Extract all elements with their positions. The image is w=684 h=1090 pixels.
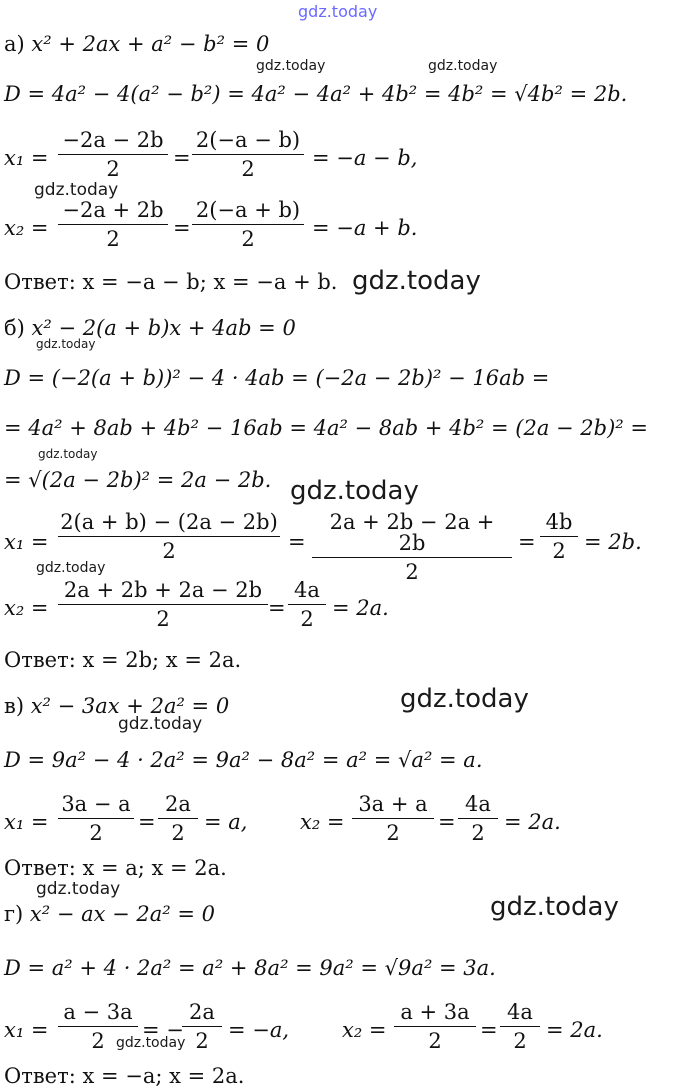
part-v-equation xyxy=(4,696,229,717)
equals-sign: = xyxy=(438,810,456,834)
denominator: 2 xyxy=(241,227,255,251)
watermark: gdz.today xyxy=(490,892,619,922)
denominator: 2 xyxy=(171,821,185,845)
part-g-x1-fraction-2 xyxy=(182,1002,222,1052)
numerator: 4b xyxy=(540,512,578,537)
part-a-x2-result: = −a + b. xyxy=(312,216,418,240)
part-v-x1-lhs: x₁ = xyxy=(4,810,49,834)
part-b-x1-fraction-2 xyxy=(312,512,512,583)
part-a-x1-fraction-1 xyxy=(58,130,168,180)
numerator: 2a xyxy=(158,794,198,819)
part-a-x2-fraction-1 xyxy=(58,200,168,250)
numerator: 3a − a xyxy=(58,794,134,819)
equals-sign: = xyxy=(480,1018,498,1042)
denominator: 2 xyxy=(300,607,314,631)
part-a-equation xyxy=(4,34,269,55)
denominator: 2 xyxy=(405,560,419,584)
numerator: 2(−a − b) xyxy=(192,130,304,155)
part-b-discriminant-3: = √(2a − 2b)² = 2a − 2b. xyxy=(4,468,272,492)
part-a-x2-lhs: x₂ = xyxy=(4,216,49,240)
part-v-x1-result: = a, xyxy=(204,810,248,834)
equation: x² − 3ax + 2a² = 0 xyxy=(30,694,230,718)
denominator: 2 xyxy=(241,157,255,181)
watermark: gdz.today xyxy=(290,476,419,506)
numerator: a + 3a xyxy=(394,1002,476,1027)
part-a-x1-lhs: x₁ = xyxy=(4,146,49,170)
part-a-label: а) xyxy=(4,32,25,56)
watermark: gdz.today xyxy=(116,1035,186,1051)
equals-sign: = xyxy=(173,216,191,240)
part-v-x2-fraction-1 xyxy=(352,794,434,844)
equation: x² + 2ax + a² − b² = 0 xyxy=(31,32,270,56)
denominator: 2 xyxy=(195,1029,209,1053)
part-a-discriminant: D = 4a² − 4(a² − b²) = 4a² − 4a² + 4b² = 4b² = √4b² = 2b. xyxy=(4,82,628,106)
numerator: −2a + 2b xyxy=(58,200,168,225)
denominator: 2 xyxy=(91,1029,105,1053)
part-g-discriminant: D = a² + 4 · 2a² = a² + 8a² = 9a² = √9a² = 3a. xyxy=(4,956,496,980)
part-a-x2-fraction-2 xyxy=(192,200,304,250)
part-b-discriminant-1: D = (−2(a + b))² − 4 · 4ab = (−2a − 2b)² − 16ab = xyxy=(4,366,550,390)
denominator: 2 xyxy=(106,227,120,251)
watermark: gdz.today xyxy=(428,58,498,74)
part-g-x1-fraction-1 xyxy=(58,1002,138,1052)
numerator: 4a xyxy=(288,580,326,605)
numerator: 4a xyxy=(458,794,498,819)
numerator: 3a + a xyxy=(352,794,434,819)
part-v-answer: Ответ: x = a; x = 2a. xyxy=(4,856,227,880)
part-b-x1-fraction-3 xyxy=(540,512,578,562)
equals-sign: = xyxy=(268,596,286,620)
part-a-answer: Ответ: x = −a − b; x = −a + b. xyxy=(4,270,338,294)
part-a-x1-result: = −a − b, xyxy=(312,146,418,170)
denominator: 2 xyxy=(513,1029,527,1053)
part-v-x2-lhs: x₂ = xyxy=(300,810,345,834)
part-b-x1-result: = 2b. xyxy=(584,530,642,554)
part-v-x1-fraction-2 xyxy=(158,794,198,844)
watermark: gdz.today xyxy=(36,560,106,576)
part-g-x1-result: = −a, xyxy=(228,1018,290,1042)
part-b-x2-fraction-1 xyxy=(58,580,268,630)
part-a-x1-fraction-2 xyxy=(192,130,304,180)
part-b-x2-result: = 2a. xyxy=(332,596,389,620)
numerator: 2(−a + b) xyxy=(192,200,304,225)
watermark: gdz.today xyxy=(256,58,326,74)
part-g-x2-fraction-1 xyxy=(394,1002,476,1052)
equals-sign: = xyxy=(518,530,536,554)
denominator: 2 xyxy=(386,821,400,845)
watermark: gdz.today xyxy=(34,180,119,200)
part-b-x1-fraction-1 xyxy=(58,512,280,562)
part-b-equation xyxy=(4,318,296,339)
denominator: 2 xyxy=(552,539,566,563)
part-b-x1-lhs: x₁ = xyxy=(4,530,49,554)
part-g-x2-result: = 2a. xyxy=(546,1018,603,1042)
numerator: 2(a + b) − (2a − 2b) xyxy=(58,512,280,537)
part-b-label: б) xyxy=(4,316,25,340)
watermark: gdz.today xyxy=(36,337,96,351)
equals-sign: = xyxy=(288,530,306,554)
denominator: 2 xyxy=(471,821,485,845)
numerator: a − 3a xyxy=(58,1002,138,1027)
numerator: −2a − 2b xyxy=(58,130,168,155)
denominator: 2 xyxy=(428,1029,442,1053)
denominator: 2 xyxy=(106,157,120,181)
watermark: gdz.today xyxy=(38,447,98,461)
equals-sign: = xyxy=(138,810,156,834)
equation: x² − ax − 2a² = 0 xyxy=(29,902,216,926)
part-b-x2-fraction-2 xyxy=(288,580,326,630)
numerator: 2a xyxy=(182,1002,222,1027)
part-b-x2-lhs: x₂ = xyxy=(4,596,49,620)
part-b-discriminant-2: = 4a² + 8ab + 4b² − 16ab = 4a² − 8ab + 4b² = (2a − 2b)² = xyxy=(4,416,648,440)
numerator: 2a + 2b − 2a + 2b xyxy=(312,512,512,558)
equation: x² − 2(a + b)x + 4ab = 0 xyxy=(31,316,296,340)
denominator: 2 xyxy=(162,539,176,563)
equals-sign: = − xyxy=(142,1018,184,1042)
watermark: gdz.today xyxy=(352,266,481,296)
part-g-label: г) xyxy=(4,902,24,926)
equals-sign: = xyxy=(173,146,191,170)
watermark: gdz.today xyxy=(118,714,203,734)
part-g-equation xyxy=(4,904,215,925)
numerator: 4a xyxy=(500,1002,540,1027)
denominator: 2 xyxy=(156,607,170,631)
watermark: gdz.today xyxy=(36,879,121,899)
part-g-x2-lhs: x₂ = xyxy=(342,1018,387,1042)
part-b-answer: Ответ: x = 2b; x = 2a. xyxy=(4,648,242,672)
watermark: gdz.today xyxy=(400,684,529,714)
part-g-x1-lhs: x₁ = xyxy=(4,1018,49,1042)
part-g-x2-fraction-2 xyxy=(500,1002,540,1052)
denominator: 2 xyxy=(89,821,103,845)
part-v-label: в) xyxy=(4,694,25,718)
part-g-answer: Ответ: x = −a; x = 2a. xyxy=(4,1064,245,1088)
part-v-x2-result: = 2a. xyxy=(504,810,561,834)
part-v-x2-fraction-2 xyxy=(458,794,498,844)
part-v-x1-fraction-1 xyxy=(58,794,134,844)
numerator: 2a + 2b + 2a − 2b xyxy=(58,580,268,605)
part-v-discriminant: D = 9a² − 4 · 2a² = 9a² − 8a² = a² = √a² = a. xyxy=(4,748,483,772)
watermark-top: gdz.today xyxy=(298,2,378,21)
